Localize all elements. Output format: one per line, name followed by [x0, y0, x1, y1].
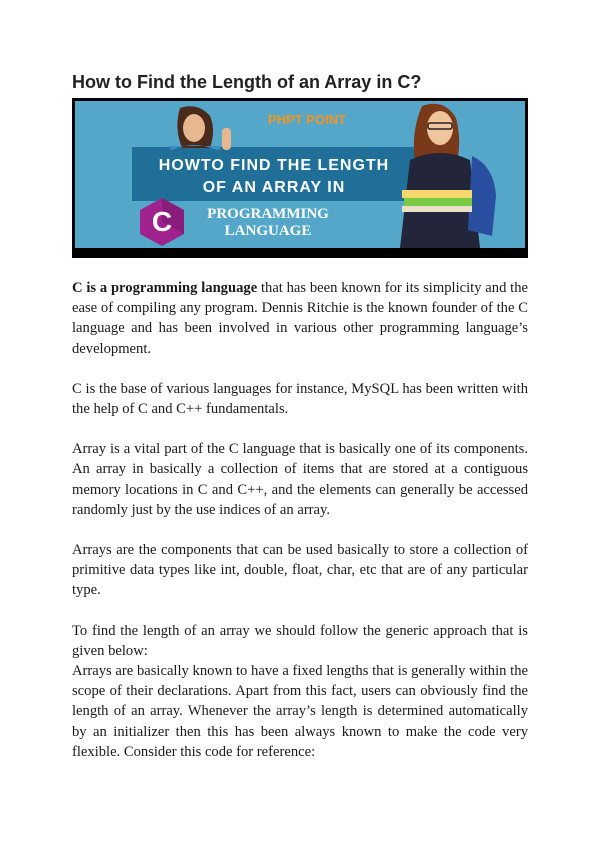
banner-graphic: [72, 98, 528, 258]
banner-bottom-edge: [72, 248, 528, 258]
intro-bold-phrase: C is a programming language: [72, 280, 258, 296]
paragraph-fixed-length: Arrays are basically known to have a fixed lengths that is generally within the scope of their declarations. Apart from this fact, users can obviously find the length of an array. Whenever the array’s length is determined automatically by an initializer then this has been always known to make the code very flexible. Consider this code for reference:: [72, 663, 528, 760]
paragraph-generic-approach: To find the length of an array we should follow the generic approach that is given below:: [72, 622, 528, 659]
c-logo-letter: C: [151, 206, 173, 237]
article-banner-image: [72, 98, 528, 258]
paragraph-array-components: Arrays are the components that can be used basically to store a collection of primitive data types like int, double, float, char, etc that are of any particular type.: [72, 542, 528, 599]
paragraph-intro: [72, 278, 528, 359]
paragraph-c-base: C is the base of various languages for instance, MySQL has been written with the help of C and C++ fundamentals.: [72, 380, 528, 418]
banner-subtitle-line1: PROGRAMMING: [207, 206, 329, 222]
banner-subtitle-line2: LANGUAGE: [224, 223, 312, 239]
page-title: How to Find the Length of an Array in C?: [72, 72, 422, 92]
phptpoint-logo-text: PHPT POINT: [268, 112, 347, 127]
article-body: [72, 278, 528, 782]
banner-headline-line1: HOWTO FIND THE LENGTH: [158, 157, 390, 174]
intro-text: that has been known for its simplicity and the ease of compiling any program. Dennis Ritchie is the known founder of the C language and has been involved in various other programming language’s development.: [72, 280, 528, 357]
paragraph-array-definition: Array is a vital part of the C language that is basically one of its components. An array in basically a collection of items that are stored at a contiguous memory locations in C and C++, and the elements can generally be accessed randomly just by the use indices of an array.: [72, 441, 528, 518]
phptpoint-logo: [268, 112, 346, 127]
banner-headline-line2: OF AN ARRAY IN: [202, 179, 346, 196]
